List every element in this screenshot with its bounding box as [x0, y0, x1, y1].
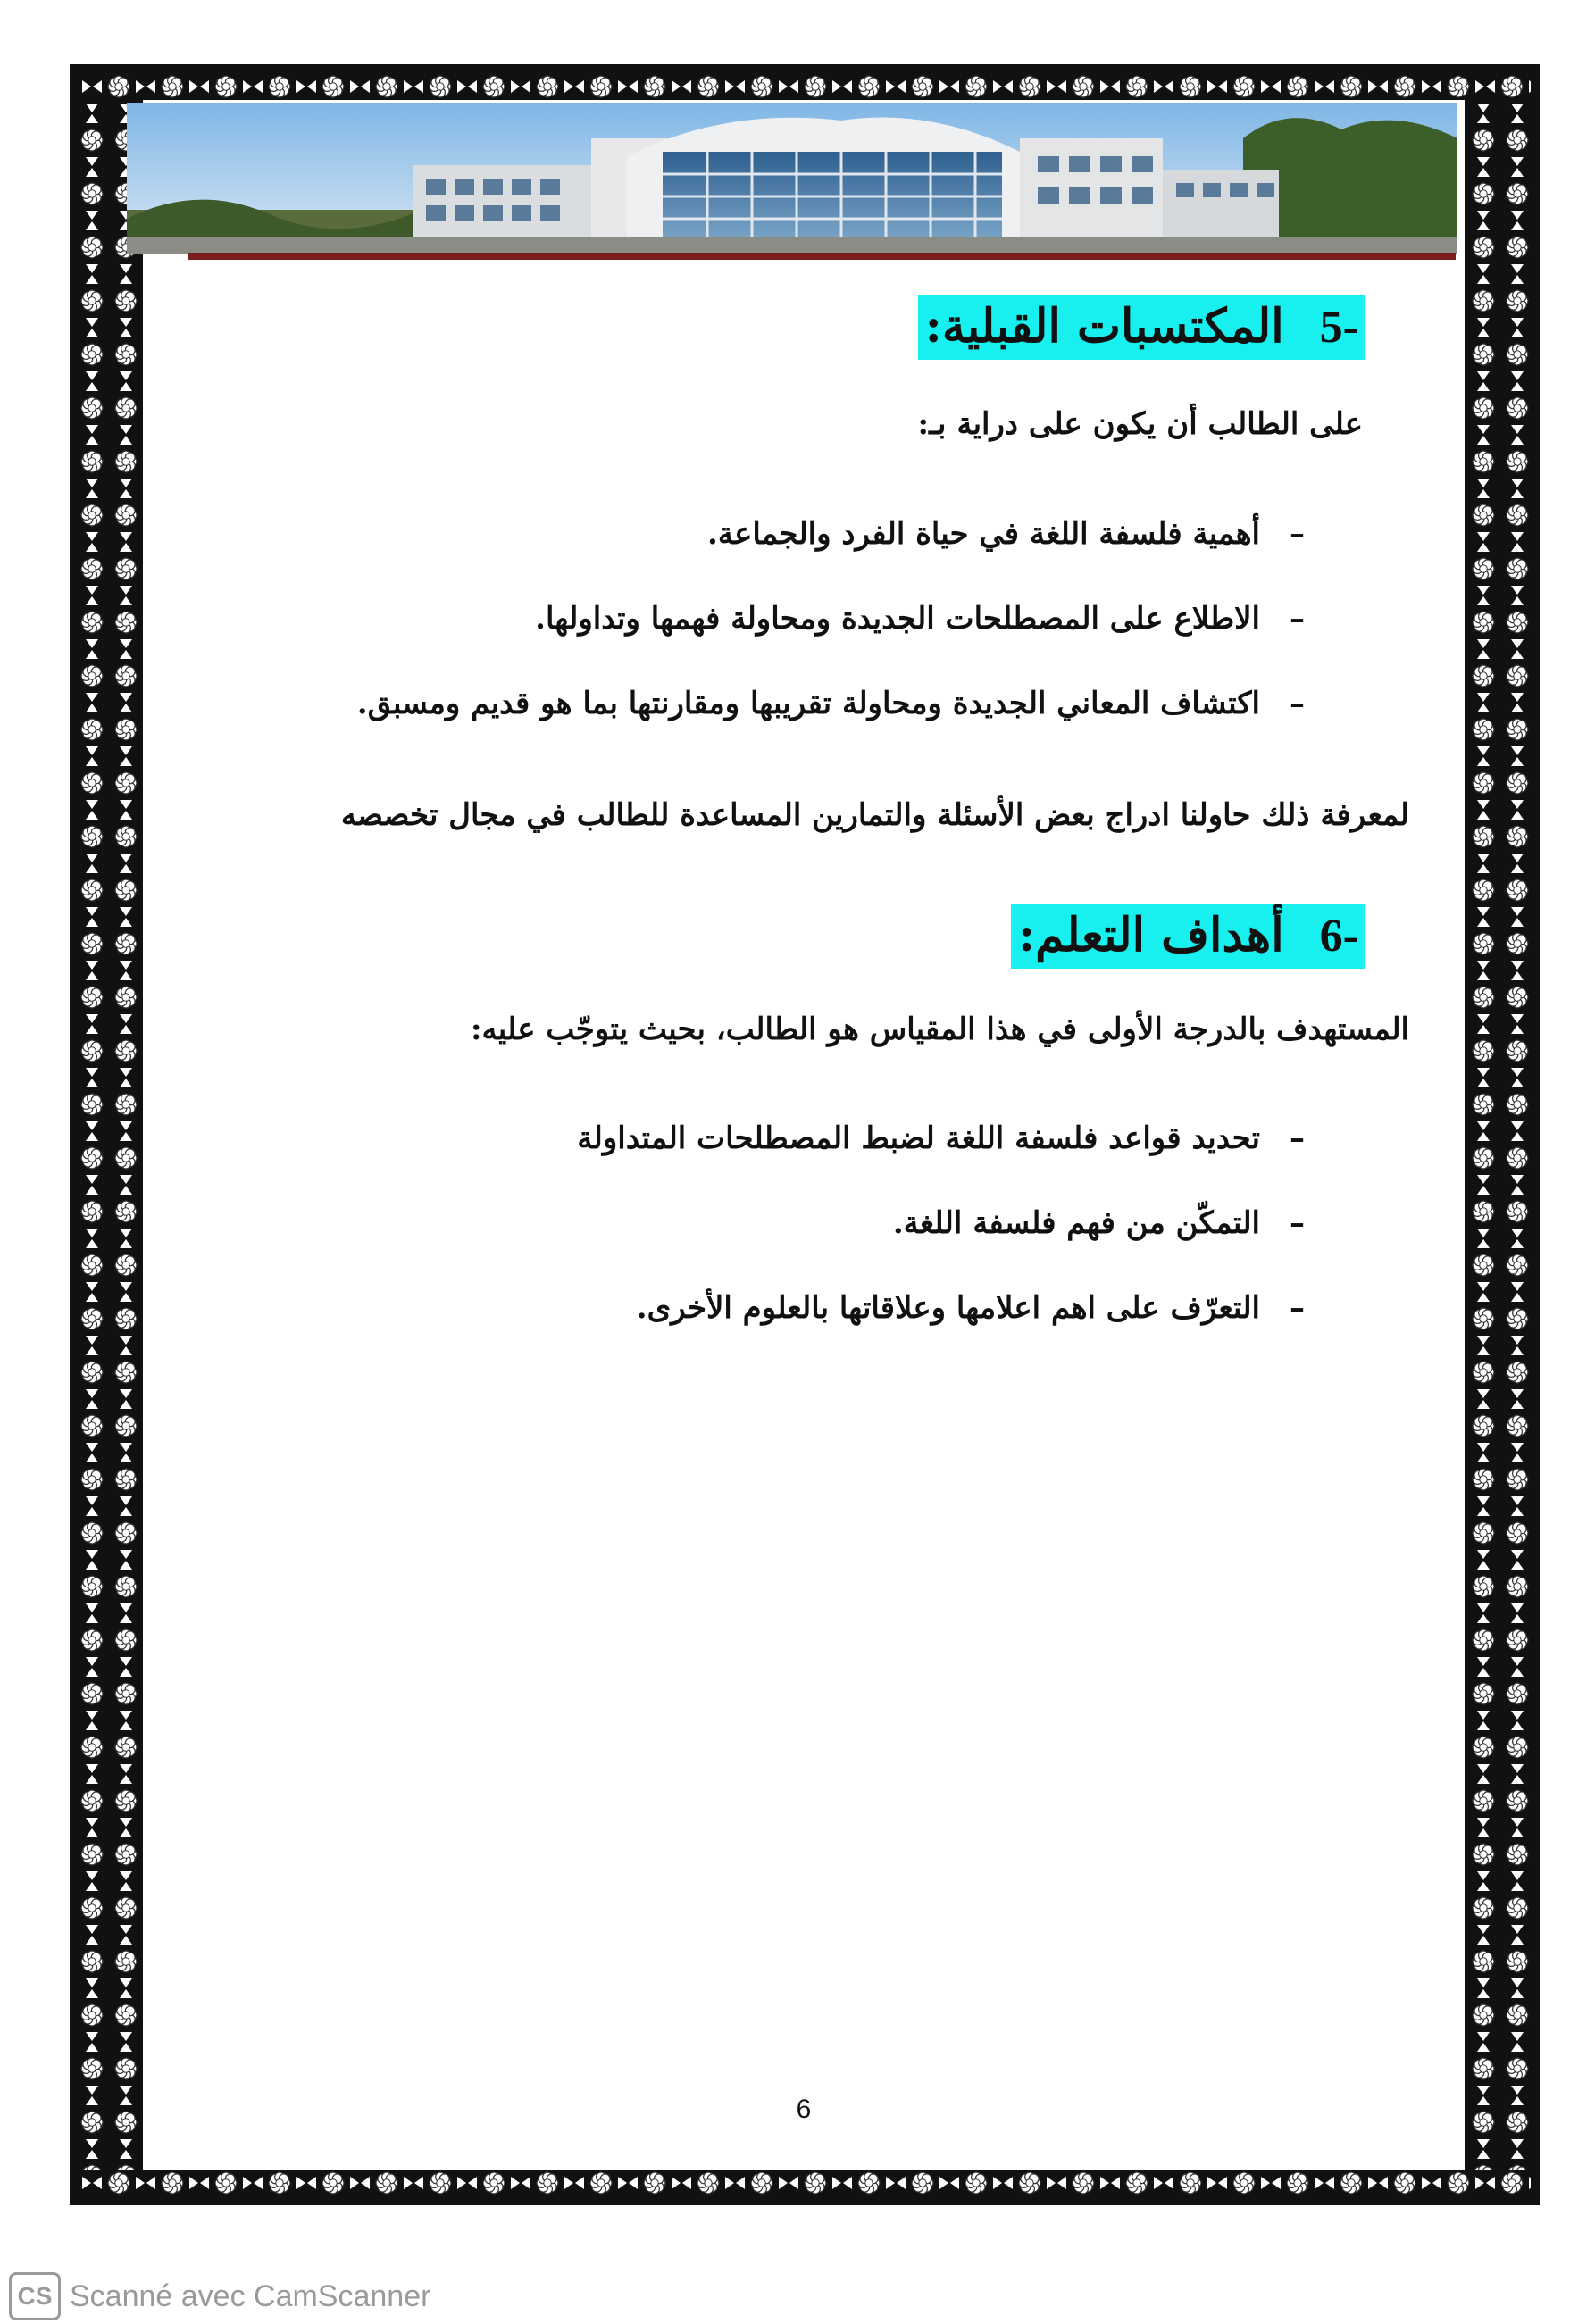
section-6-heading: [1011, 904, 1365, 969]
bullet-dash: –: [1290, 516, 1305, 552]
border-pattern-top: [79, 73, 1531, 100]
section-6-bullet-1: [577, 1120, 1305, 1156]
section-6-bullet-2: [893, 1205, 1305, 1241]
border-pattern-left: [79, 100, 105, 2170]
bullet-dash: –: [1290, 601, 1305, 637]
bullet-text: أهمية فلسفة اللغة في حياة الفرد والجماعة.: [707, 516, 1260, 552]
bullet-dash: –: [1290, 1120, 1305, 1156]
banner-underline-rule: [188, 253, 1456, 260]
border-pattern-right-inner: [1470, 100, 1497, 2170]
bullet-dash: –: [1290, 1290, 1305, 1326]
section-6-intro: المستهدف بالدرجة الأولى في هذا المقياس هو الطالب، بحيث يتوجّب عليه:: [470, 1012, 1409, 1047]
section-6-bullet-3: [637, 1290, 1305, 1326]
bullet-text: تحديد قواعد فلسفة اللغة لضبط المصطلحات المتداولة: [577, 1120, 1260, 1156]
bullet-text: الاطلاع على المصطلحات الجديدة ومحاولة فهمها وتداولها.: [535, 601, 1260, 637]
bullet-dash: –: [1290, 1205, 1305, 1241]
section-5-intro: على الطالب أن يكون على دراية بـ:: [917, 406, 1363, 442]
bullet-dash: –: [1290, 686, 1305, 721]
bullet-text: التمكّن من فهم فلسفة اللغة.: [892, 1205, 1260, 1241]
border-pattern-left-inner: [113, 100, 139, 2170]
section-6-title: أهداف التعلم:: [1017, 908, 1284, 962]
section-5-bullet-1: [707, 516, 1305, 552]
section-6-number: -6: [1319, 911, 1358, 962]
section-5-title: المكتسبات القبلية:: [924, 299, 1284, 354]
bullet-text: اكتشاف المعاني الجديدة ومحاولة تقريبها ومقارنتها بما هو قديم ومسبق.: [356, 686, 1260, 721]
page-number: 6: [796, 2095, 812, 2124]
section-5-closing: لمعرفة ذلك حاولنا ادراج بعض الأسئلة والتمارين المساعدة للطالب في مجال تخصصه: [340, 797, 1409, 833]
border-pattern-bottom: [79, 2170, 1531, 2196]
building-banner-image: [127, 103, 1457, 254]
bullet-text: التعرّف على اهم اعلامها وعلاقاتها بالعلوم الأخرى.: [636, 1290, 1260, 1326]
section-5-bullet-3: [357, 686, 1305, 721]
section-5-bullet-2: [535, 601, 1305, 637]
camscanner-watermark-text: Scanné avec CamScanner: [70, 2278, 431, 2313]
section-5-number: -5: [1319, 302, 1358, 353]
camscanner-watermark: [9, 2272, 430, 2320]
border-pattern-right: [1504, 100, 1531, 2170]
camscanner-logo-icon: CS: [9, 2272, 61, 2320]
section-5-heading: [918, 295, 1365, 360]
